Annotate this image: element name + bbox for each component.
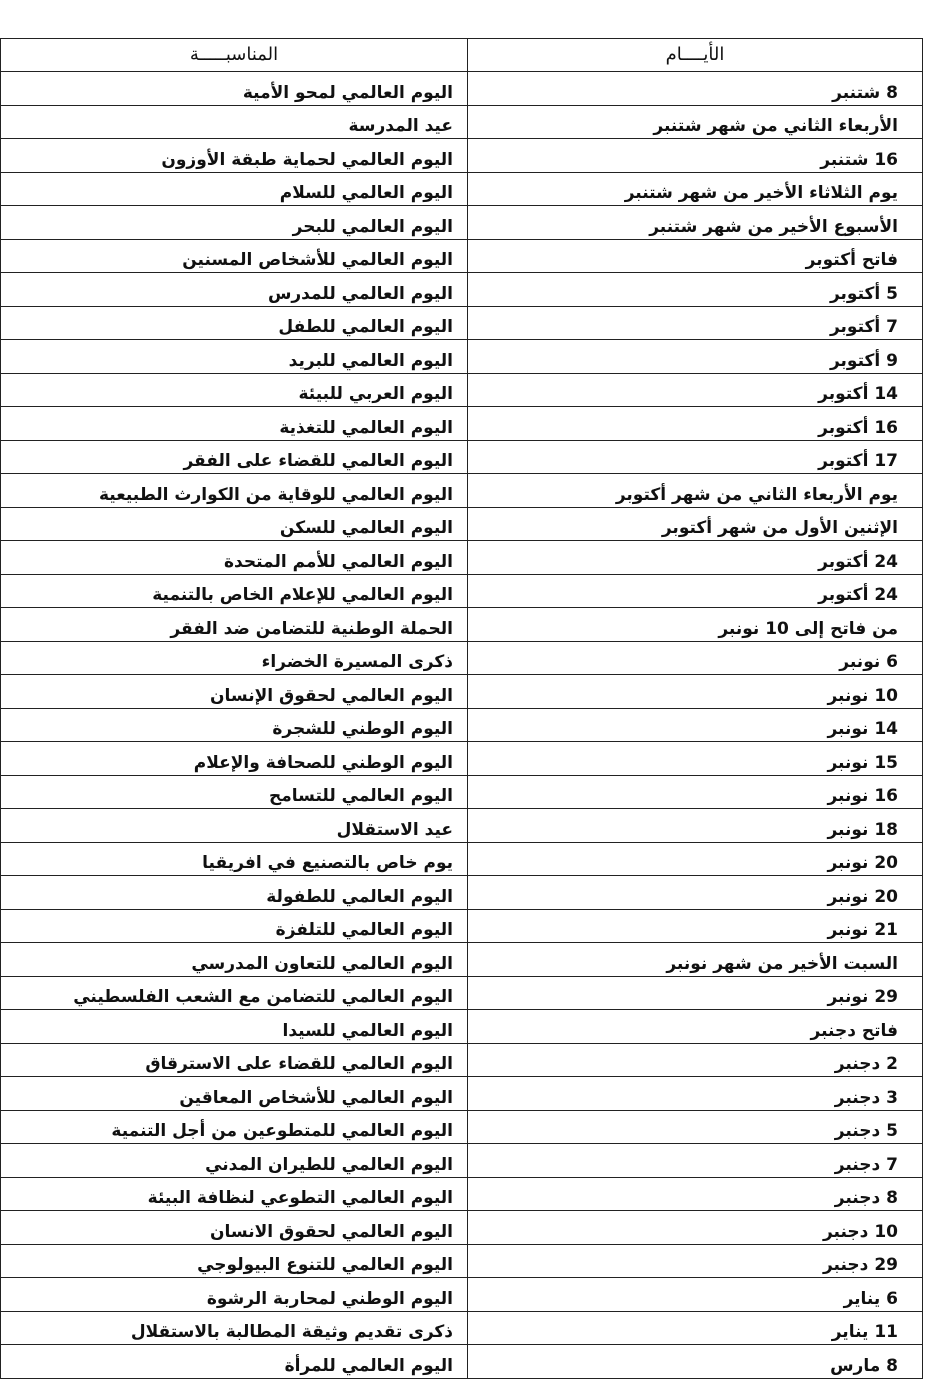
day-cell: 29 دجنبر	[468, 1244, 923, 1278]
occasion-cell: اليوم العالمي للتضامن مع الشعب الفلسطيني	[1, 976, 468, 1010]
table-row	[1, 1278, 923, 1312]
day-cell: 8 مارس	[468, 1345, 923, 1379]
occasion-cell: اليوم الوطني للصحافة والإعلام	[1, 742, 468, 776]
day-cell: 20 نونبر	[468, 842, 923, 876]
occasion-cell: اليوم العالمي للطفولة	[1, 876, 468, 910]
table-row	[1, 1077, 923, 1111]
table-row	[1, 1043, 923, 1077]
day-cell: الإثنين الأول من شهر أكتوبر	[468, 507, 923, 541]
occasion-cell: اليوم العالمي للسلام	[1, 172, 468, 206]
table-row	[1, 809, 923, 843]
occasion-cell: يوم خاص بالتصنيع في افريقيا	[1, 842, 468, 876]
table-row	[1, 608, 923, 642]
table-row	[1, 273, 923, 307]
table-row	[1, 1311, 923, 1345]
occasion-cell: اليوم العالمي للتعاون المدرسي	[1, 943, 468, 977]
days-column-header: الأيــــام	[468, 39, 923, 72]
occasion-cell: اليوم العالمي لحقوق الإنسان	[1, 675, 468, 709]
table-row	[1, 139, 923, 173]
table-row	[1, 172, 923, 206]
occasion-cell: اليوم العالمي للتسامح	[1, 775, 468, 809]
day-cell: 21 نونبر	[468, 909, 923, 943]
table-row	[1, 541, 923, 575]
table-row	[1, 708, 923, 742]
day-cell: 17 أكتوبر	[468, 440, 923, 474]
occasion-cell: اليوم العالمي لحقوق الانسان	[1, 1211, 468, 1245]
table-row	[1, 1345, 923, 1379]
day-cell: 8 شتنبر	[468, 72, 923, 106]
day-cell: 16 شتنبر	[468, 139, 923, 173]
occasion-cell: اليوم العالمي للإعلام الخاص بالتنمية	[1, 574, 468, 608]
day-cell: 10 دجنبر	[468, 1211, 923, 1245]
day-cell: 7 أكتوبر	[468, 306, 923, 340]
day-cell: 6 نونبر	[468, 641, 923, 675]
table-body	[1, 72, 923, 1379]
occasion-cell: اليوم العالمي لمحو الأمية	[1, 72, 468, 106]
occasion-cell: اليوم العالمي للتغذية	[1, 407, 468, 441]
table-row	[1, 1144, 923, 1178]
table-row	[1, 909, 923, 943]
day-cell: 11 يناير	[468, 1311, 923, 1345]
day-cell: فاتح أكتوبر	[468, 239, 923, 273]
day-cell: فاتح دجنبر	[468, 1010, 923, 1044]
occasion-cell: اليوم الوطني لمحاربة الرشوة	[1, 1278, 468, 1312]
occasion-cell: عيد الاستقلال	[1, 809, 468, 843]
table-row	[1, 474, 923, 508]
occasion-cell: اليوم العالمي لحماية طبقة الأوزون	[1, 139, 468, 173]
table-row	[1, 239, 923, 273]
table-row	[1, 373, 923, 407]
occasion-cell: اليوم العالمي للسيدا	[1, 1010, 468, 1044]
day-cell: 24 أكتوبر	[468, 541, 923, 575]
day-cell: الأربعاء الثاني من شهر شتنبر	[468, 105, 923, 139]
occasion-cell: اليوم العالمي للمرأة	[1, 1345, 468, 1379]
day-cell: 8 دجنبر	[468, 1177, 923, 1211]
occasion-cell: اليوم العالمي للوقاية من الكوارث الطبيعية	[1, 474, 468, 508]
day-cell: السبت الأخير من شهر نونبر	[468, 943, 923, 977]
occasion-cell: اليوم العالمي للبحر	[1, 206, 468, 240]
table-row	[1, 1244, 923, 1278]
table-row	[1, 1211, 923, 1245]
day-cell: 15 نونبر	[468, 742, 923, 776]
day-cell: 18 نونبر	[468, 809, 923, 843]
table-row	[1, 943, 923, 977]
occasion-cell: الحملة الوطنية للتضامن ضد الفقر	[1, 608, 468, 642]
table-row	[1, 775, 923, 809]
occasion-cell: اليوم العالمي للأمم المتحدة	[1, 541, 468, 575]
day-cell: 5 أكتوبر	[468, 273, 923, 307]
day-cell: 14 نونبر	[468, 708, 923, 742]
day-cell: الأسبوع الأخير من شهر شتنبر	[468, 206, 923, 240]
table-row	[1, 574, 923, 608]
table-row	[1, 675, 923, 709]
day-cell: 14 أكتوبر	[468, 373, 923, 407]
table-row	[1, 641, 923, 675]
occasion-cell: اليوم العربي للبيئة	[1, 373, 468, 407]
day-cell: 16 نونبر	[468, 775, 923, 809]
table-row	[1, 72, 923, 106]
table-row	[1, 340, 923, 374]
occasion-cell: اليوم العالمي للطيران المدني	[1, 1144, 468, 1178]
table-row	[1, 440, 923, 474]
occasion-cell: اليوم العالمي للقضاء على الفقر	[1, 440, 468, 474]
table-row	[1, 1110, 923, 1144]
day-cell: 6 يناير	[468, 1278, 923, 1312]
occasion-cell: اليوم العالمي للطفل	[1, 306, 468, 340]
table-row	[1, 507, 923, 541]
day-cell: 16 أكتوبر	[468, 407, 923, 441]
occasion-cell: اليوم العالمي للأشخاص المعاقين	[1, 1077, 468, 1111]
occasion-cell: اليوم العالمي للمدرس	[1, 273, 468, 307]
table-row	[1, 407, 923, 441]
occasion-cell: عيد المدرسة	[1, 105, 468, 139]
occasion-cell: اليوم العالمي للقضاء على الاسترقاق	[1, 1043, 468, 1077]
table-row	[1, 306, 923, 340]
table-row	[1, 1177, 923, 1211]
occasion-cell: ذكرى المسيرة الخضراء	[1, 641, 468, 675]
day-cell: 7 دجنبر	[468, 1144, 923, 1178]
day-cell: من فاتح إلى 10 نونبر	[468, 608, 923, 642]
day-cell: 5 دجنبر	[468, 1110, 923, 1144]
occasion-cell: اليوم الوطني للشجرة	[1, 708, 468, 742]
day-cell: 9 أكتوبر	[468, 340, 923, 374]
occasion-cell: اليوم العالمي للتنوع البيولوجي	[1, 1244, 468, 1278]
occasions-table	[0, 38, 923, 1379]
day-cell: 2 دجنبر	[468, 1043, 923, 1077]
table-row	[1, 976, 923, 1010]
occasion-cell: اليوم العالمي التطوعي لنظافة البيئة	[1, 1177, 468, 1211]
table-row	[1, 842, 923, 876]
day-cell: 10 نونبر	[468, 675, 923, 709]
day-cell: 20 نونبر	[468, 876, 923, 910]
day-cell: يوم الثلاثاء الأخير من شهر شتنبر	[468, 172, 923, 206]
table-row	[1, 1010, 923, 1044]
day-cell: يوم الأربعاء الثاني من شهر أكتوبر	[468, 474, 923, 508]
occasion-cell: اليوم العالمي للتلفزة	[1, 909, 468, 943]
table-row	[1, 742, 923, 776]
table-row	[1, 105, 923, 139]
occasion-cell: اليوم العالمي للمتطوعين من أجل التنمية	[1, 1110, 468, 1144]
table-row	[1, 876, 923, 910]
day-cell: 24 أكتوبر	[468, 574, 923, 608]
day-cell: 3 دجنبر	[468, 1077, 923, 1111]
occasion-column-header: المناسبـــــة	[1, 39, 468, 72]
occasion-cell: اليوم العالمي للأشخاص المسنين	[1, 239, 468, 273]
table-row	[1, 206, 923, 240]
occasion-cell: اليوم العالمي للسكن	[1, 507, 468, 541]
day-cell: 29 نونبر	[468, 976, 923, 1010]
header-row	[1, 39, 923, 72]
occasion-cell: اليوم العالمي للبريد	[1, 340, 468, 374]
occasion-cell: ذكرى تقديم وثيقة المطالبة بالاستقلال	[1, 1311, 468, 1345]
